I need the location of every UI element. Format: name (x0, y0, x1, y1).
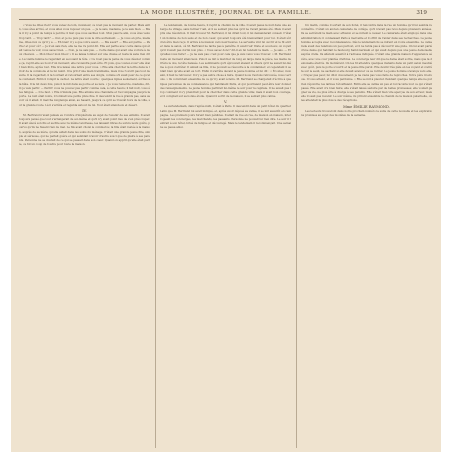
magazine-page (11, 8, 441, 452)
column-body (19, 24, 150, 147)
column-body (160, 24, 291, 131)
header-rule (19, 19, 433, 20)
paragraph: « Vous ne dites rien? vous venez de loin, monsieur, ce n'est pas le moment de parler. Mais enfin, vous êtes arrivé, et vous allez vous reposer un peu. — Je le sais, madame, je le sais bien. — Mais il n'y a point de temps à perdre; il faut que vous sachiez tout. Mon pauvre ami, vous êtes venu trop tard. — Trop tard? — Oui; et je ne puis pas vous le dire autrement. — Je vous en prie, madame, dites-moi ce qu'il y a. — Eh bien! il y a que votre sœur... — Ma sœur? — Elle est partie. — Partie! et pour où? — Je n'en sais rien, elle ne me l'a point dit. Elle est partie avec cette dame qui était venue la voir, vous savez bien. — Non, je ne sais pas. — Cette dame qui avait une voiture à deux chevaux. — Mon Dieu! mon Dieu! » Il se laissa tomber sur une chaise et resta là sans rien dire. La vieille femme le regardait en secouant la tête. « Ce n'est pas la peine de vous désoler comme ça, reprit-elle au bout d'un moment; elle reviendra peut-être. Et puis, que voulez-vous? elle était bien libre, après tout. Elle m'a laissé une lettre pour vous. » Elle alla chercher la lettre dans le tiroir de la commode et la lui remit. Il la prit d'une main tremblante, mais il ne l'ouvrit pas tout de suite. Il la regardait, il la tournait et retournait entre ses doigts, comme s'il avait peur de ce qu'elle contenait. Enfin il rompit le cachet. La lettre était courte : quelques lignes seulement, écrites à la hâte. Il la lut deux fois, puis il la mit dans sa poche et se leva. « Je vous remercie, madame, dit-il; je vais partir. — Partir! vous ne pouvez pas partir comme cela, à cette heure; il fait nuit, vous êtes fatigué. — Il le faut. » Elle n'insista pas. Elle alluma une chandelle et l'accompagna jusqu'à la porte. La nuit était noire, il tombait une petite pluie fine. Il descendit la rue à grands pas, sans savoir où il allait. Il marcha longtemps ainsi, au hasard, jusqu'à ce qu'il se trouvât hors de la ville, sur la grande route. Là il s'arrêta et regarda autour de lui. Tout était silencieux et désert. (19, 24, 150, 107)
paragraph: Les lecteurs trouveront dans notre prochain numéro la suite de cette nouvelle et les explications promises au sujet des modèles de la semaine. (301, 109, 432, 117)
paragraph: Le surlendemain, dans l'après-midi, il était à Paris. Il descendit dans un petit hôtel du quartier Latin que M. Bertrand lui avait indiqué, et, après avoir déposé sa valise, il se mit aussitôt en campagne. Les premiers jours furent bien pénibles. Il allait de rue en rue, de maison en maison, interrogeant les concierges, les marchands, les passants. Personne ne pouvait lui rien dire. Le soir il rentrait à son hôtel, brisé de fatigue et découragé. Mais le lendemain il recommençait. Une semaine se passa ainsi. (160, 105, 291, 130)
text-column-left (19, 24, 150, 448)
section-numeral: IV. (82, 108, 87, 113)
paragraph: M. Bertrand n'avait jamais eu l'ombre d'inquiétude au sujet de l'avenir de ses enfants. Il avait toujours pensé que tout s'arrangerait de soi-même et qu'il n'y avait point lieu de s'en préoccuper. Il avait élevé son fils et sa fille avec la même tendresse, les laissant libres de suivre leurs goûts, pourvu qu'ils ne fissent rien de mal. Le fils avait choisi le commerce; la fille était restée à la maison, auprès de sa mère, qu'elle aidait dans les soins du ménage. C'était une grande jeune fille, simple et sérieuse, qui ne parlait guère et qui semblait n'avoir d'autre souci que de plaire à ses parents. Personne ne se doutait de ce qui se passait dans son cœur. Quand on apprit qu'elle était partie, ce fut un coup de foudre pour toute la maison. (19, 113, 150, 147)
page-number: 319 (416, 10, 427, 16)
paragraph: Le lendemain, de bonne heure, il reprit le chemin de la ville. Il avait passé la nuit dans une auberge de village, sans fermer l'œil, et il se sentait plus las qu'il ne l'avait jamais été. Mais il avait pris une résolution. Il irait trouver M. Bertrand, il lui dirait tout, il lui demanderait conseil. C'était un homme de bon sens et de bon cœur, qui avait toujours été bienveillant pour lui. Il était sûr d'en être bien reçu. Il arriva à la maison vers neuf heures. La servante vint lui ouvrir et le fit entrer dans le salon, où M. Bertrand ne tarda pas à paraître. Il avait l'air triste et soucieux; on voyait qu'il n'avait pas dormi non plus. « Vous savez donc? dit-il en lui tendant la main. — Je sais. — Et qu'allez-vous faire? — Je ne sais pas; c'est pour cela que je suis venu vous trouver. » M. Bertrand resta un moment silencieux. Puis il se mit à marcher de long en large dans la pièce, les mains derrière le dos, la tête baissée. Les sentiments qu'il éprouvait étaient si divers qu'il ne savait lui-même à quoi s'arrêter. Il aimait sa fille, il ne pouvait se résoudre à la condamner; et cependant il sentait bien qu'elle avait eu tort. Enfin il s'arrêta devant le jeune homme et lui dit : « Écoutez, mon ami, il faut la retrouver. Il n'y a pas autre chose à faire. Quand nous l'aurons retrouvée, nous verrons. » Ils convinrent ensemble de ce qu'il y avait à faire. M. Bertrand se chargerait d'écrire à quelques personnes de sa connaissance qui habitaient Paris, et qui pourraient peut-être leur donner des renseignements. Le jeune homme partirait lui-même le soir pour la capitale. Il ne savait pas trop comment il s'y prendrait pour la chercher dans cette grande ville; mais il avait bon courage, et il comptait sur sa bonne étoile. Quand il sortit de la maison, il se sentait plus calme. (160, 24, 291, 99)
section-numeral: V. (223, 100, 228, 105)
text-column-middle (160, 24, 291, 448)
running-title: LA MODE ILLUSTRÉE, JOURNAL DE LA FAMILLE. (140, 10, 312, 16)
column-divider (296, 24, 297, 448)
column-divider (155, 24, 156, 448)
column-body (301, 24, 432, 118)
text-column-right (301, 24, 432, 448)
author-signature: Mme ÉMILIE RAYMOND. (343, 104, 390, 109)
paragraph: Un matin, comme il sortait de son hôtel, il rencontra dans la rue un homme qu'il lui sembla reconnaître. C'était un ancien camarade de collège, qu'il n'avait pas revu depuis plusieurs années. Ils se serrèrent la main avec effusion et se mirent à causer. Le camarade était employé dans une administration; il connaissait Paris à merveille et il offrit de l'aider dans ses recherches. Le jeune homme accepta avec reconnaissance. Dès le lendemain ils se mirent en route ensemble. Le camarade avait des relations un peu partout, et il ne tarda pas à découvrir une piste. On lui avait parlé d'une dame qui habitait le faubourg Saint-Germain et qui avait depuis peu une jeune demoiselle auprès d'elle. Ils allèrent aussitôt à l'adresse indiquée. C'était une grande maison d'apparence sévère, avec une cour plantée d'arbres. Le concierge leur dit que la dame était sortie, mais que la demoiselle était là. Ils montèrent. On les fit attendre quelques instants dans un petit salon meublé avec goût, puis la porte s'ouvrit et la jeune fille parut. Elle devint très pâle en les voyant et s'arrêta sur le seuil, ne sachant si elle devait avancer ou se retirer. Le jeune homme s'avança vers elle. « N'ayez pas peur, lui dit-il doucement; je ne viens pas vous faire de reproches. Votre père m'envoie. Il vous attend, et il vous pardonne. » Elle se mit à pleurer. Pendant quelque temps elle ne put rien répondre; les larmes l'étouffaient. Enfin elle se calma un peu et lui raconta tout ce qui s'était passé. Elle avait cru bien faire; elle s'était laissé séduire par de belles promesses; elle voulait gagner sa vie, ne plus être à charge à ses parents. Elle s'était bien vite aperçue de son erreur, mais elle n'osait pas revenir. Le soir même, ils prirent ensemble le chemin de la maison paternelle, où les attendait la plus douce des réceptions. (301, 24, 432, 103)
